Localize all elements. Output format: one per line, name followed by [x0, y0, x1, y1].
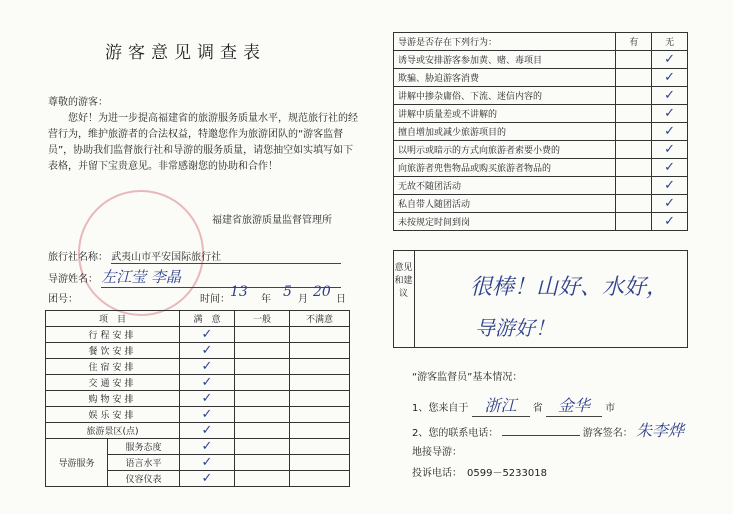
city-value: 金华	[546, 393, 602, 417]
table-row	[46, 327, 350, 343]
behavior-table	[393, 32, 688, 231]
form-title: 游客意见调查表	[105, 43, 266, 63]
phone-label: 2、您的联系电话：	[412, 428, 499, 439]
from-label: 1、您来自于	[412, 403, 469, 414]
satisfied-check[interactable]: ✓	[180, 343, 235, 359]
row-label: 购物安排	[46, 391, 180, 407]
sub-row-label: 服务态度	[108, 439, 180, 455]
sub-row-label: 仪容仪表	[108, 471, 180, 487]
no-check[interactable]: ✓	[652, 51, 688, 69]
yes-cell[interactable]	[616, 123, 652, 141]
suggestion-text-line1: 很棒！山好、水好，	[470, 275, 669, 300]
table-row	[46, 439, 350, 455]
month-value: 5	[283, 284, 292, 300]
unsatisfied-cell[interactable]	[290, 471, 350, 487]
agency-label: 旅行社名称：	[48, 252, 108, 263]
no-check[interactable]: ✓	[652, 87, 688, 105]
behavior-question: 未按规定时间到岗	[394, 213, 616, 231]
year-label: 年	[261, 294, 271, 305]
unsatisfied-cell[interactable]	[290, 327, 350, 343]
table-row	[46, 343, 350, 359]
yes-cell[interactable]	[616, 177, 652, 195]
behavior-question: 私自带人随团活动	[394, 195, 616, 213]
yes-cell[interactable]	[616, 195, 652, 213]
no-check[interactable]: ✓	[652, 177, 688, 195]
table-row	[394, 159, 688, 177]
average-cell[interactable]	[235, 455, 290, 471]
behavior-question: 讲解中质量差或不讲解的	[394, 105, 616, 123]
organization-name: 福建省旅游质量监督管理所	[212, 215, 332, 226]
average-cell[interactable]	[235, 439, 290, 455]
header-no: 无	[652, 33, 688, 51]
yes-cell[interactable]	[616, 69, 652, 87]
satisfied-check[interactable]: ✓	[180, 455, 235, 471]
yes-cell[interactable]	[616, 105, 652, 123]
unsatisfied-cell[interactable]	[290, 359, 350, 375]
supervisor-phone-line	[412, 418, 722, 441]
header-unsatisfied: 不满意	[290, 311, 350, 327]
guide-label: 导游姓名：	[48, 274, 98, 285]
unsatisfied-cell[interactable]	[290, 455, 350, 471]
group-label: 团号：	[48, 294, 78, 305]
row-label: 旅游景区(点)	[46, 423, 180, 439]
average-cell[interactable]	[235, 423, 290, 439]
average-cell[interactable]	[235, 327, 290, 343]
row-label: 住宿安排	[46, 359, 180, 375]
behavior-question: 擅自增加或减少旅游项目的	[394, 123, 616, 141]
unsatisfied-cell[interactable]	[290, 375, 350, 391]
table-row	[394, 177, 688, 195]
table-row	[394, 213, 688, 231]
table-row	[394, 87, 688, 105]
behavior-question: 诱导或安排游客参加黄、赌、毒项目	[394, 51, 616, 69]
satisfied-check[interactable]: ✓	[180, 327, 235, 343]
agency-line	[48, 248, 341, 264]
behavior-question: 向旅游者兜售物品或购买旅游者物品的	[394, 159, 616, 177]
header-item: 项 目	[46, 311, 180, 327]
suggestion-text-line2: 导游好！	[475, 316, 555, 340]
table-row	[46, 359, 350, 375]
header-satisfied: 满 意	[180, 311, 235, 327]
table-row	[394, 51, 688, 69]
unsatisfied-cell[interactable]	[290, 391, 350, 407]
day-label: 日	[336, 294, 346, 305]
header-yes: 有	[616, 33, 652, 51]
unsatisfied-cell[interactable]	[290, 439, 350, 455]
average-cell[interactable]	[235, 471, 290, 487]
greeting: 尊敬的游客：	[48, 97, 108, 108]
row-label: 餐饮安排	[46, 343, 180, 359]
average-cell[interactable]	[235, 391, 290, 407]
guide-service-label: 导游服务	[46, 439, 108, 487]
behavior-question: 欺骗、胁迫游客消费	[394, 69, 616, 87]
rating-header-row	[46, 311, 350, 327]
behavior-header: 导游是否存在下列行为：	[394, 33, 616, 51]
table-row	[46, 407, 350, 423]
unsatisfied-cell[interactable]	[290, 343, 350, 359]
supervisor-heading: “游客监督员”基本情况：	[412, 372, 523, 383]
no-check[interactable]: ✓	[652, 123, 688, 141]
province-value: 浙江	[472, 393, 530, 417]
table-row	[394, 141, 688, 159]
no-check[interactable]: ✓	[652, 141, 688, 159]
group-line	[48, 284, 348, 305]
satisfied-check[interactable]: ✓	[180, 407, 235, 423]
behavior-question: 以明示或暗示的方式向旅游者索要小费的	[394, 141, 616, 159]
row-label: 娱乐安排	[46, 407, 180, 423]
complaint-phone: 投诉电话： 0599－5233018	[412, 468, 547, 479]
local-guide-label: 地接导游：	[412, 447, 462, 458]
table-row	[394, 105, 688, 123]
sub-row-label: 语言水平	[108, 455, 180, 471]
unsatisfied-cell[interactable]	[290, 423, 350, 439]
satisfied-check[interactable]: ✓	[180, 391, 235, 407]
table-row	[46, 391, 350, 407]
province-suffix: 省	[532, 403, 543, 414]
agency-value: 武夷山市平安国际旅行社	[111, 248, 341, 264]
time-year-value: 13	[230, 284, 248, 300]
no-check[interactable]: ✓	[652, 213, 688, 231]
no-check[interactable]: ✓	[652, 69, 688, 87]
table-row	[46, 375, 350, 391]
average-cell[interactable]	[235, 375, 290, 391]
behavior-question: 无故不随团活动	[394, 177, 616, 195]
satisfied-check[interactable]: ✓	[180, 359, 235, 375]
day-value: 20	[313, 284, 331, 300]
unsatisfied-cell[interactable]	[290, 407, 350, 423]
average-cell[interactable]	[235, 343, 290, 359]
behavior-header-row	[394, 33, 688, 51]
table-row	[394, 69, 688, 87]
sign-label: 游客签名：	[582, 428, 633, 439]
table-row	[46, 423, 350, 439]
suggestion-label: 意见和建议	[393, 250, 415, 348]
time-label: 时间：	[200, 294, 230, 305]
header-average: 一般	[235, 311, 290, 327]
rating-table	[45, 310, 350, 487]
intro-body: 您好！为进一步提高福建省的旅游服务质量水平，规范旅行社的经营行为，维护旅游者的合法权益，特邀您作为旅游团队的“游客监督员”，协助我们监督旅行社和导游的服务质量，请您抽空如实填写如下表格，并留下宝贵意见。非常感谢您的协助和合作！	[48, 113, 358, 172]
phone-field[interactable]	[502, 435, 580, 436]
city-suffix: 市	[605, 403, 616, 414]
table-row	[394, 195, 688, 213]
row-label: 交通安排	[46, 375, 180, 391]
behavior-question: 讲解中掺杂庸俗、下流、迷信内容的	[394, 87, 616, 105]
satisfied-check[interactable]: ✓	[180, 439, 235, 455]
satisfied-check[interactable]: ✓	[180, 375, 235, 391]
month-label: 月	[298, 294, 308, 305]
average-cell[interactable]	[235, 359, 290, 375]
yes-cell[interactable]	[616, 141, 652, 159]
satisfied-check[interactable]: ✓	[180, 471, 235, 487]
average-cell[interactable]	[235, 407, 290, 423]
row-label: 行程安排	[46, 327, 180, 343]
guide-value: 左江莹 李晶	[101, 266, 341, 288]
yes-cell[interactable]	[616, 51, 652, 69]
satisfied-check[interactable]: ✓	[180, 423, 235, 439]
table-row	[394, 123, 688, 141]
supervisor-from-line	[412, 393, 712, 417]
no-check[interactable]: ✓	[652, 159, 688, 177]
yes-cell[interactable]	[616, 87, 652, 105]
yes-cell[interactable]	[616, 159, 652, 177]
yes-cell[interactable]	[616, 213, 652, 231]
guide-line	[48, 266, 341, 288]
no-check[interactable]: ✓	[652, 195, 688, 213]
signature: 朱李烨	[635, 421, 684, 440]
no-check[interactable]: ✓	[652, 105, 688, 123]
intro-text	[48, 95, 363, 175]
